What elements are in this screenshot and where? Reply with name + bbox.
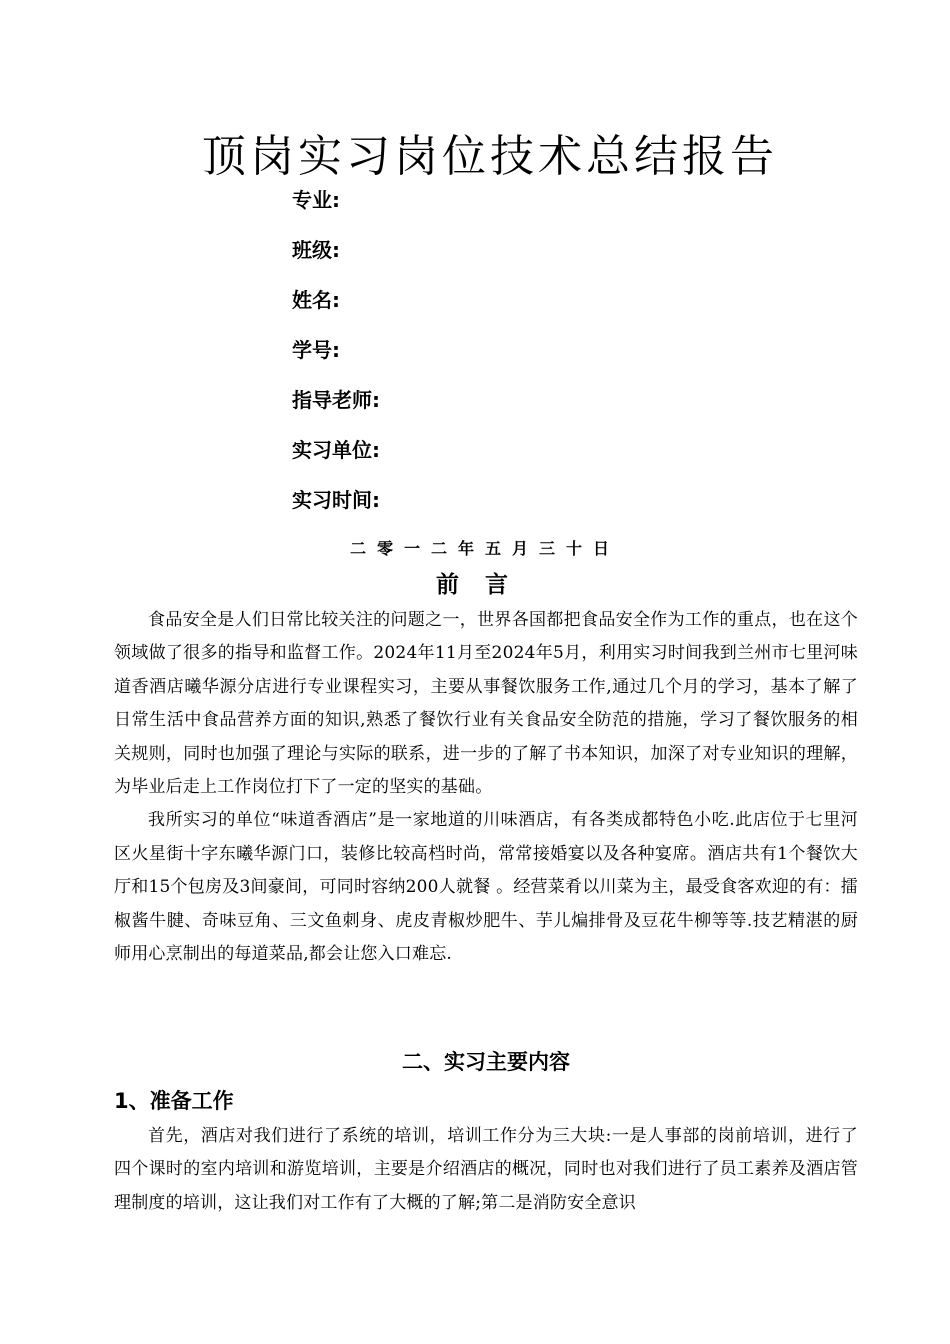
report-title: 顶岗实习岗位技术总结报告 bbox=[202, 131, 778, 182]
preface-body bbox=[114, 604, 858, 971]
field-advisor: 指导老师: bbox=[292, 388, 380, 412]
field-student-id: 学号: bbox=[292, 338, 340, 362]
section-paragraph: 首先，酒店对我们进行了系统的培训，培训工作分为三大块:一是人事部的岗前培训，进行了四个课时的室内培训和游览培训，主要是介绍酒店的概况，同时也对我们进行了员工素养及酒店管理制度的培训，这让我们对工作有了大概的了解;第二是消防安全意识 bbox=[114, 1126, 858, 1213]
preface-heading: 前言 bbox=[436, 572, 534, 598]
section-body bbox=[114, 1120, 858, 1220]
preface-paragraph: 食品安全是人们日常比较关注的问题之一，世界各国都把食品安全作为工作的重点，也在这个领域做了很多的指导和监督工作。2024年11月至2024年5月，利用实习时间我到兰州市七里河味道香酒店曦华源分店进行专业课程实习，主要从事餐饮服务工作,通过几个月的学习，基本了解了日常生活中食品营养方面的知识,熟悉了餐饮行业有关食品安全防范的措施，学习了餐饮服务的相关规则，同时也加强了理论与实际的联系，进一步的了解了书本知识，加深了对专业知识的理解，为毕业后走上工作岗位打下了一定的坚实的基础。 bbox=[114, 610, 858, 798]
section-heading: 二、实习主要内容 bbox=[402, 1050, 570, 1074]
report-date: 二零一二年五月三十日 bbox=[349, 539, 620, 558]
field-internship-unit: 实习单位: bbox=[292, 438, 380, 462]
field-name: 姓名: bbox=[292, 288, 340, 312]
field-internship-time: 实习时间: bbox=[292, 488, 380, 512]
field-major: 专业: bbox=[292, 188, 340, 212]
preface-paragraph: 我所实习的单位“味道香酒店”是一家地道的川味酒店，有各类成都特色小吃.此店位于七里河区火星街十字东曦华源门口，装修比较高档时尚，常常接婚宴以及各种宴席。酒店共有1个餐饮大厅和15个包房及3间豪间，可同时容纳200人就餐 。经营菜肴以川菜为主，最受食客欢迎的有：擂椒酱牛腱、奇味豆角、三文鱼刺身、虎皮青椒炒肥牛、芋儿煸排骨及豆花牛柳等等.技艺精湛的厨师用心烹制出的每道菜品,都会让您入口难忘. bbox=[114, 810, 858, 965]
subsection-heading: 1、准备工作 bbox=[114, 1089, 234, 1113]
field-class: 班级: bbox=[292, 238, 340, 262]
info-fields bbox=[292, 186, 380, 536]
